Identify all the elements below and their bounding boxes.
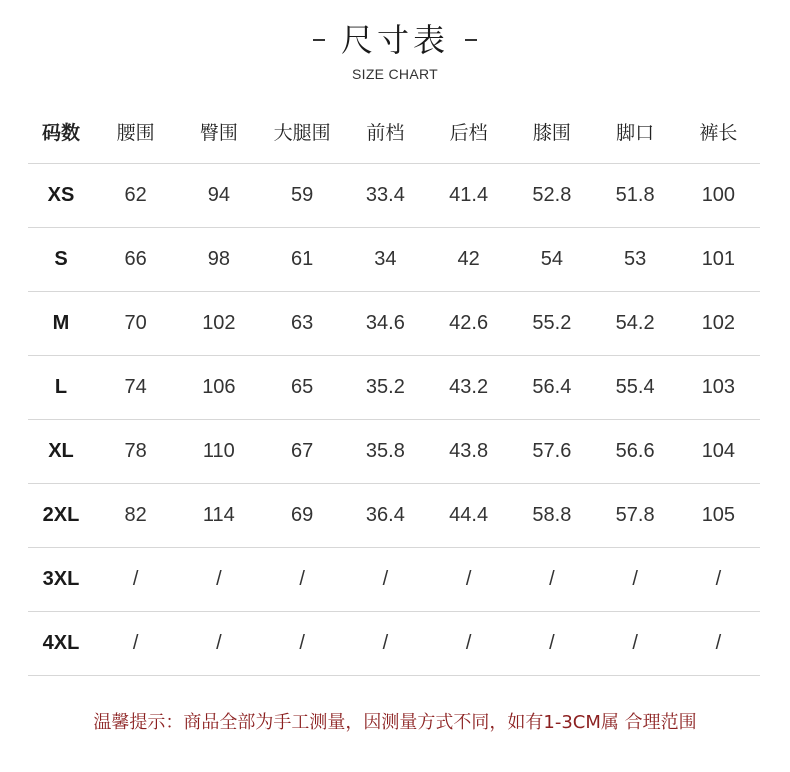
table-cell: / [216, 632, 222, 654]
header [0, 14, 790, 82]
table-cell: 34 [374, 248, 397, 270]
table-cell: 54.2 [615, 312, 655, 334]
table-cell: / [715, 632, 722, 654]
table-row [28, 484, 760, 548]
table-cell: 34.6 [365, 312, 405, 334]
table-cell: / [549, 568, 555, 590]
table-cell: / [382, 568, 389, 590]
table-cell: 55.4 [615, 376, 655, 398]
table-cell: 63 [291, 312, 314, 334]
table-row [28, 292, 760, 356]
table-cell: 104 [701, 440, 736, 462]
column-header-thigh: 大腿围 [273, 122, 331, 144]
table-cell: 43.2 [449, 376, 489, 398]
table-cell: 94 [207, 184, 230, 206]
table-cell: 51.8 [615, 184, 655, 206]
table-cell: 56.6 [615, 440, 655, 462]
table-cell: 62 [124, 184, 147, 206]
table-cell: 58.8 [532, 504, 572, 526]
size-label: XS [47, 184, 75, 206]
table-cell: 33.4 [365, 184, 405, 206]
column-header-back-rise: 后档 [449, 122, 488, 144]
table-cell: 42.6 [449, 312, 489, 334]
size-label: L [54, 376, 68, 398]
column-header-front-rise: 前档 [366, 122, 405, 144]
page-subtitle: SIZE CHART [352, 66, 438, 82]
table-cell: 98 [207, 248, 230, 270]
table-cell: 61 [291, 248, 314, 270]
table-cell: 110 [202, 440, 235, 462]
table-cell: 105 [701, 504, 736, 526]
table-row [28, 356, 760, 420]
table-cell: 54 [540, 248, 563, 270]
size-label: 3XL [42, 568, 80, 590]
table-cell: / [382, 632, 389, 654]
table-cell: 101 [701, 248, 736, 270]
measurement-note: 温馨提示：商品全部为手工测量，因测量方式不同，如有1-3CM属 合理范围 [93, 712, 697, 733]
table-cell: 102 [202, 312, 236, 334]
table-cell: 42 [457, 248, 480, 270]
table-row [28, 164, 760, 228]
table-cell: 35.8 [365, 440, 405, 462]
table-cell: 52.8 [532, 184, 572, 206]
table-cell: 59 [291, 184, 314, 206]
table-row [28, 612, 760, 676]
column-header-knee: 膝围 [532, 122, 571, 144]
table-cell: 57.6 [532, 440, 572, 462]
table-row [28, 228, 760, 292]
table-cell: / [216, 568, 222, 590]
table-cell: / [632, 568, 638, 590]
table-cell: 103 [701, 376, 736, 398]
table-cell: 74 [124, 376, 147, 398]
table-cell: / [299, 632, 305, 654]
size-table [28, 100, 760, 676]
table-cell: 69 [291, 504, 314, 526]
table-cell: 36.4 [365, 504, 405, 526]
size-label: 4XL [42, 632, 80, 654]
table-row [28, 420, 760, 484]
left-dash [313, 39, 325, 41]
table-cell: / [715, 568, 722, 590]
size-label: M [52, 312, 70, 334]
table-cell: 41.4 [449, 184, 489, 206]
table-cell: 56.4 [532, 376, 572, 398]
title-row [0, 14, 790, 66]
table-row [28, 548, 760, 612]
table-cell: / [299, 568, 305, 590]
table-cell: 65 [291, 376, 314, 398]
table-cell: 70 [124, 312, 147, 334]
table-cell: 100 [701, 184, 736, 206]
column-header-size: 码数 [41, 122, 80, 144]
column-header-hip: 臀围 [199, 122, 238, 144]
table-cell: 106 [202, 376, 236, 398]
table-header-row [28, 100, 760, 164]
table-cell: / [465, 632, 472, 654]
table-cell: 35.2 [365, 376, 405, 398]
table-cell: / [632, 632, 638, 654]
table-cell: 102 [701, 312, 736, 334]
table-cell: 114 [202, 504, 235, 526]
table-cell: 78 [124, 440, 147, 462]
table-cell: 57.8 [615, 504, 655, 526]
table-cell: 66 [124, 248, 147, 270]
column-header-waist: 腰围 [116, 122, 155, 144]
size-label: 2XL [42, 504, 80, 526]
table-cell: 67 [291, 440, 314, 462]
right-dash [465, 39, 477, 41]
table-cell: / [132, 568, 139, 590]
table-cell: 55.2 [532, 312, 572, 334]
size-label: S [54, 248, 68, 270]
table-cell: 53 [624, 248, 647, 270]
table-cell: / [132, 632, 139, 654]
table-cell: / [549, 632, 555, 654]
size-label: XL [48, 440, 74, 462]
column-header-length: 裤长 [699, 122, 738, 144]
table-cell: 82 [124, 504, 147, 526]
column-header-leg-opening: 脚口 [616, 122, 655, 144]
table-cell: / [465, 568, 472, 590]
page-title: 尺寸表 [340, 21, 449, 59]
table-cell: 43.8 [449, 440, 489, 462]
table-cell: 44.4 [449, 504, 489, 526]
